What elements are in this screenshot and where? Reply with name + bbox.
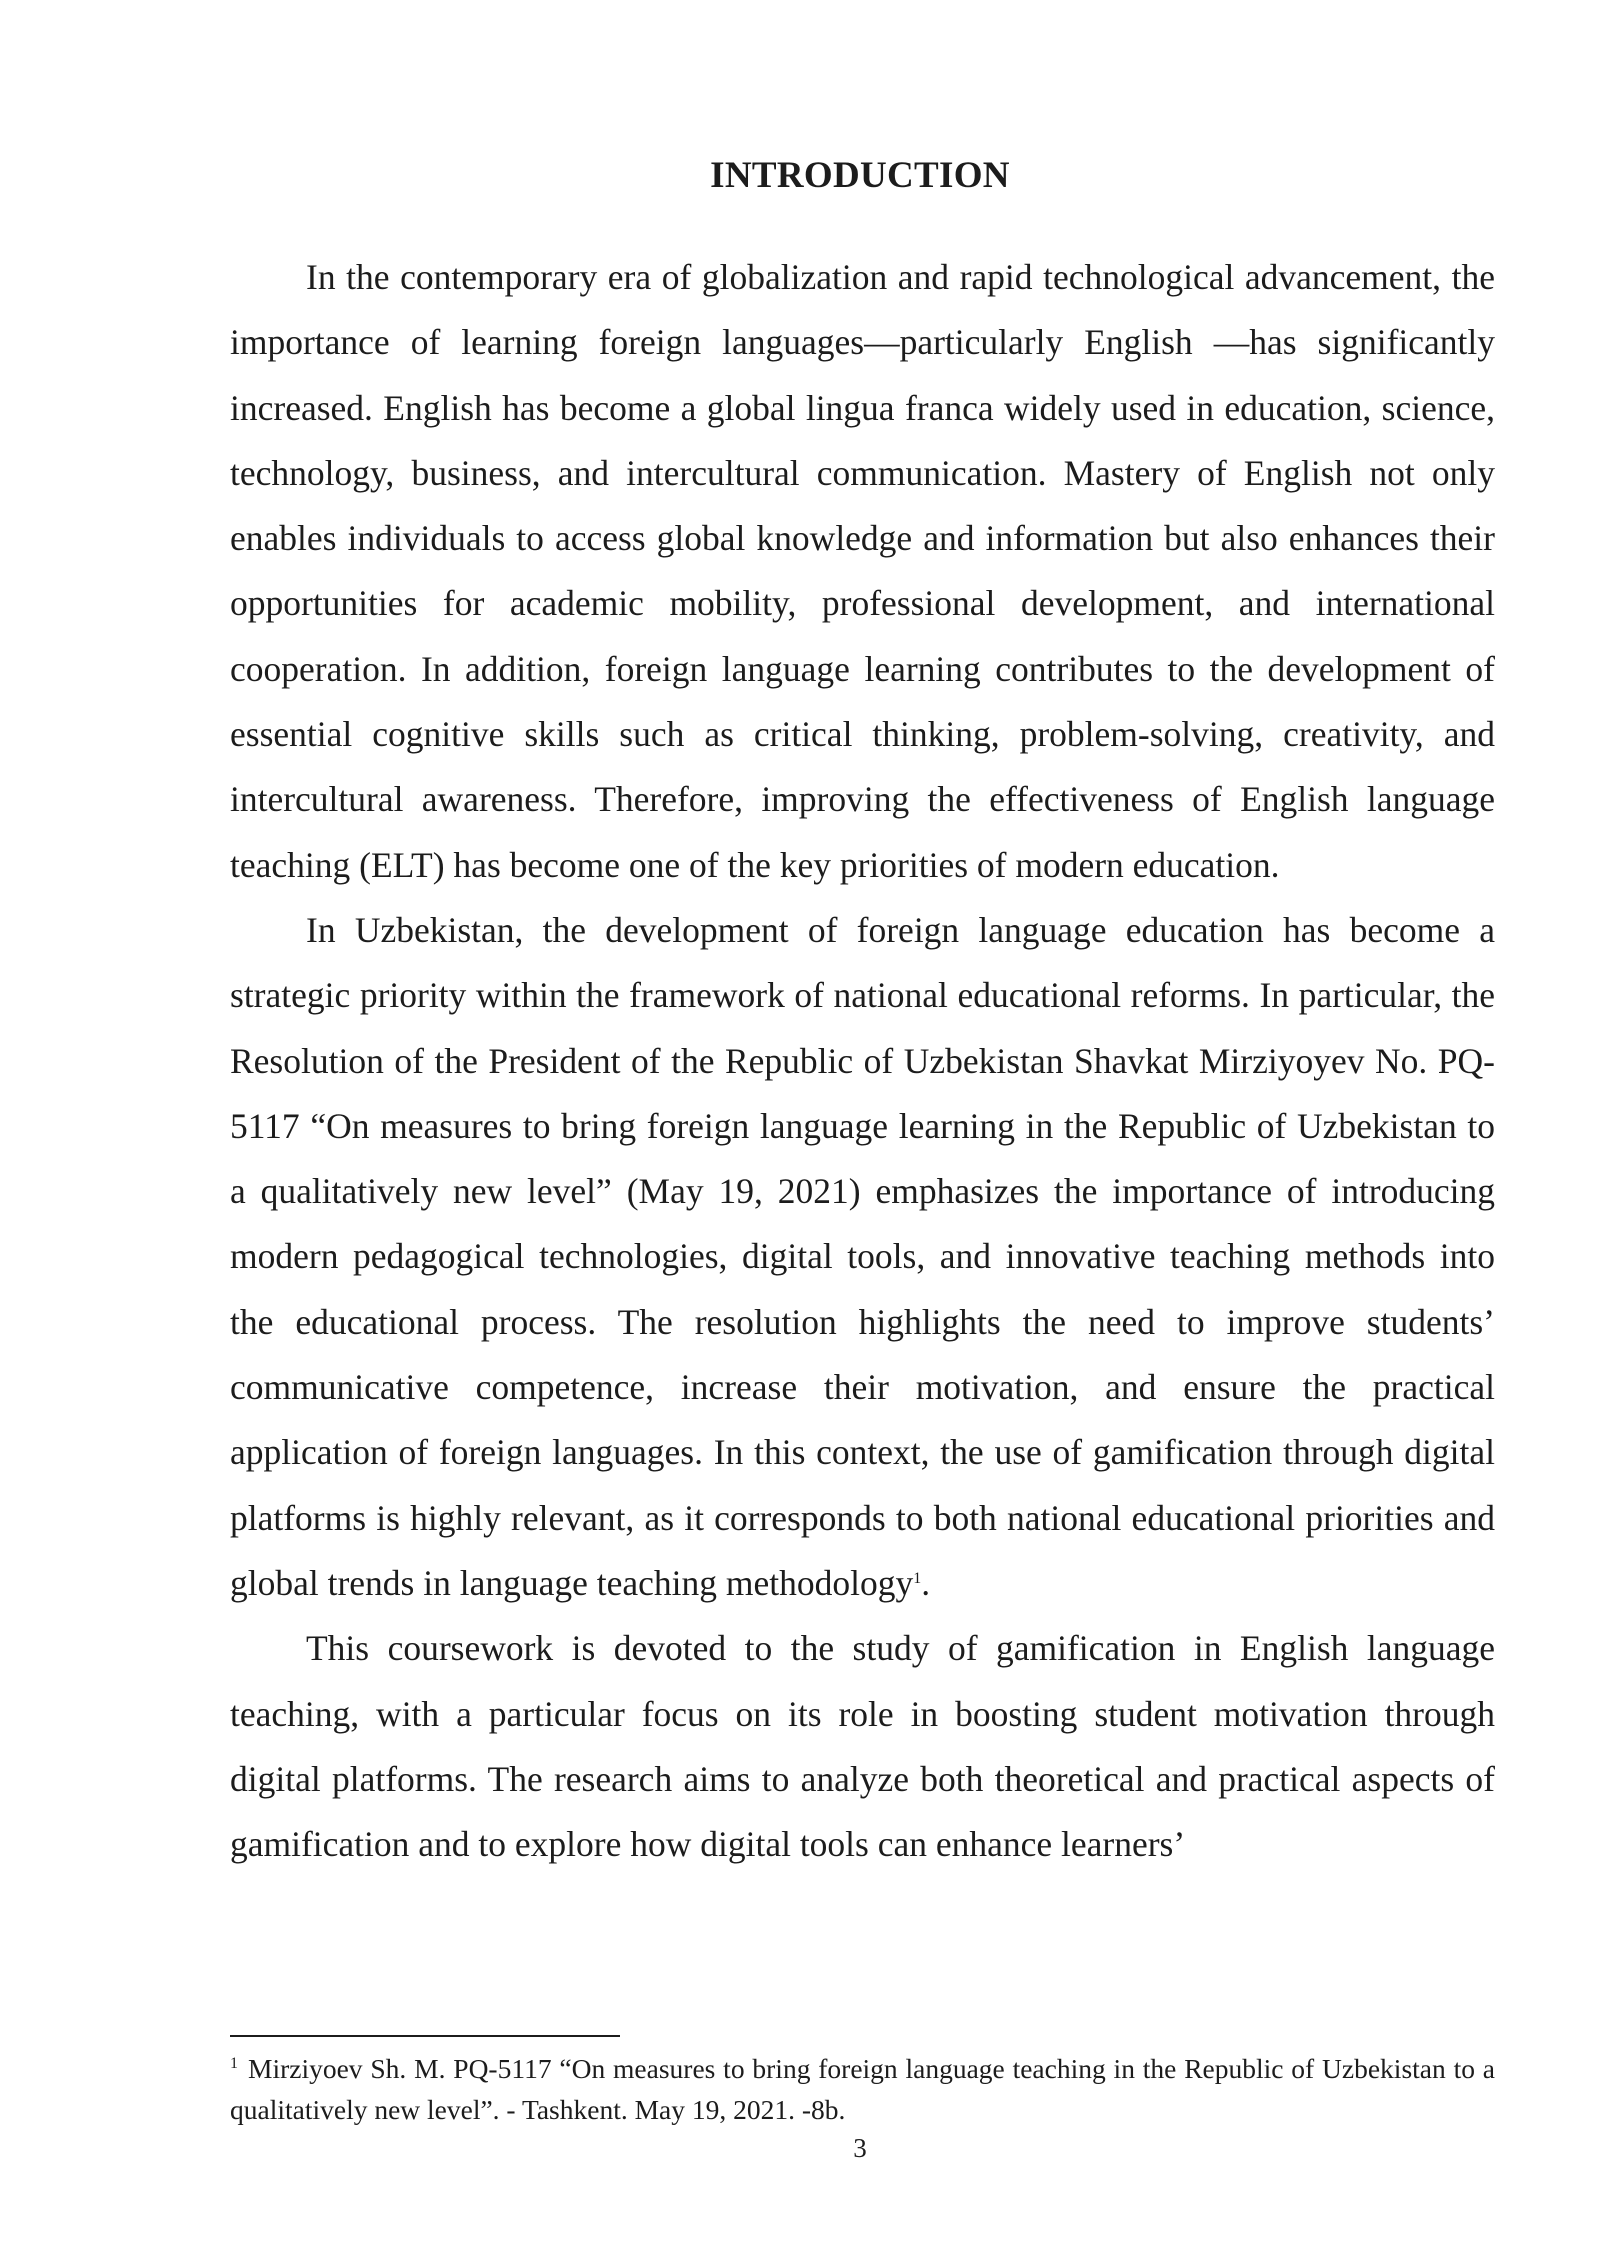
- paragraph-2-end: .: [921, 1562, 931, 1603]
- paragraph-2: [230, 898, 1495, 1616]
- paragraph-2-text: In Uzbekistan, the development of foreign language education has become a strategic priority within the framework of national educational reforms. In particular, the Resolution of the President of the Republic of Uzbekistan Shavkat Mirziyoyev No. PQ-5117 “On measures to bring foreign language learning in the Republic of Uzbekistan to a qualitatively new level” (May 19, 2021) emphasizes the importance of introducing modern pedagogical technologies, digital tools, and innovative teaching methods into the educational process. The resolution highlights the need to improve students’ communicative competence, increase their motivation, and ensure the practical application of foreign languages. In this context, the use of gamification through digital platforms is highly relevant, as it corresponds to both national educational priorities and global trends in language teaching methodology: [230, 909, 1495, 1603]
- footnote-marker: 1: [230, 2055, 238, 2072]
- paragraph-1-text-head: In the contemporary era of globalization and rapid technological advancement, the importance of learning foreign languages—particularly English: [230, 257, 1495, 363]
- footnote-separator: [230, 2035, 620, 2037]
- paragraph-3: [230, 1616, 1495, 1877]
- footnote-text: Mirziyoev Sh. M. PQ-5117 “On measures to bring foreign language teaching in the Republic of Uzbekistan to a qualitatively new level”. - Tashkent. May 19, 2021. -8b.: [230, 2053, 1495, 2125]
- paragraph-1-text-tail: —has significantly increased. English has become a global lingua franca widely used in education, science, technology, business, and intercultural communication. Mastery of English not only enables individuals to access global knowledge and information but also enhances their opportunities for academic mobility, professional development, and international cooperation. In addition, foreign language learning contributes to the development of essential cognitive skills such as critical thinking, problem-solving, creativity, and intercultural awareness. Therefore, improving the effectiveness of English language teaching (ELT) has become one of the key priorities of modern education.: [230, 322, 1496, 885]
- footnote-reference[interactable]: 1: [913, 1569, 922, 1587]
- page-number: 3: [853, 2133, 867, 2163]
- paragraph-1: [230, 245, 1495, 898]
- footnote: [230, 2048, 1495, 2130]
- paragraph-3-text: This coursework is devoted to the study of gamification in English language teaching, with a particular focus on its role in boosting student motivation through digital platforms. The research aims to analyze both theoretical and practical aspects of gamification and to explore how digital tools can enhance learners’: [230, 1628, 1495, 1865]
- section-heading: INTRODUCTION: [710, 155, 1010, 196]
- body-text: [230, 245, 1495, 1877]
